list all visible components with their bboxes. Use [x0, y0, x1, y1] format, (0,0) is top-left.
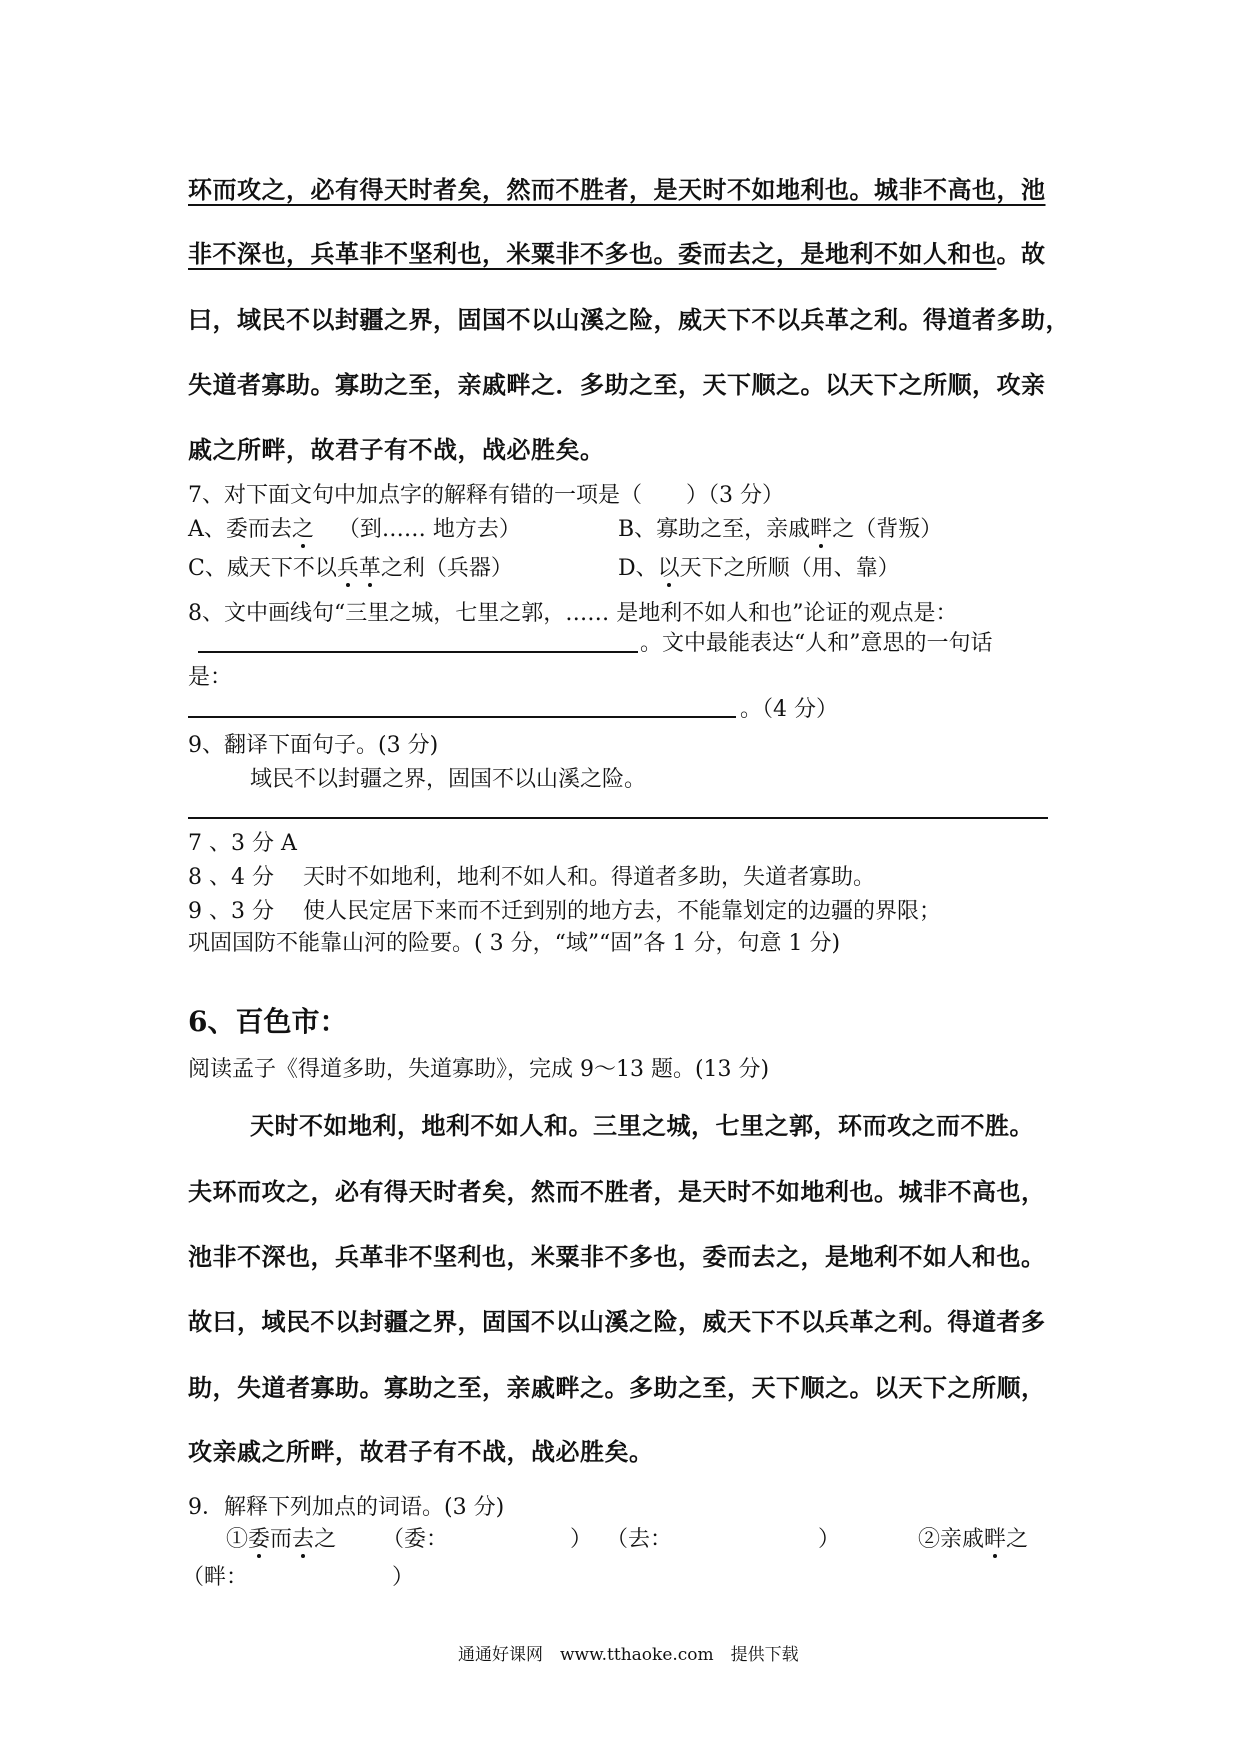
section-6-passage-line6: 攻亲戚之所畔，故君子有不战，战必胜矣。: [188, 1438, 654, 1466]
q7-a-text: A、委而去: [188, 517, 292, 542]
q9b-dotted-wei: 委: [248, 1527, 271, 1552]
section-6-passage-line5: 助，失道者寡助。寡助之至，亲戚畔之。多助之至，天下顺之。以天下之所顺，: [188, 1374, 1046, 1402]
q7-d-suffix: 天下之所顺（用、靠）: [679, 556, 900, 581]
q7-b-suffix: 之（背叛）: [832, 517, 943, 542]
q9b-char-er: 而: [270, 1527, 293, 1552]
q9b-dotted-qu: 去: [292, 1527, 315, 1552]
q7-c-suffix: 之利（兵器）: [380, 556, 513, 581]
q9b-gloss-pan: （畔：: [182, 1565, 249, 1590]
section-6-passage-line1: 天时不如地利，地利不如人和。三里之城，七里之郭，环而攻之而不胜。: [250, 1112, 1034, 1140]
q9b-dotted-pan: 畔: [984, 1527, 1007, 1552]
q9b-char-zhi: 之: [314, 1527, 337, 1552]
page-footer: 通通好课网 www.tthaoke.com 提供下载: [458, 1645, 799, 1665]
q7-c-text: C、威天下不以: [188, 556, 337, 581]
section-6-intro: 阅读孟子《得道多助，失道寡助》，完成 9～13 题。(13 分): [188, 1057, 770, 1082]
passage1-line2-underlined: 非不深也，兵革非不坚利也，米粟非不多也。委而去之，是地利不如人和也: [188, 240, 997, 268]
q9-stem: 9、翻译下面句子。(3 分): [188, 733, 439, 758]
q8-points: 。（4 分）: [740, 697, 838, 722]
q7-a-dotted-char: 之: [291, 517, 314, 542]
q9b-item1: [226, 1522, 336, 1553]
q9b-item2-end: 之: [1006, 1527, 1029, 1552]
q8-answer-blank-2[interactable]: [188, 716, 736, 718]
q9b-stem: 9．解释下列加点的词语。(3 分): [188, 1495, 505, 1520]
section-6-passage-line2: 夫环而攻之，必有得天时者矣，然而不胜者，是天时不如地利也。城非不高也，: [188, 1178, 1046, 1206]
q7-option-a: [188, 512, 521, 543]
q8-answer-blank-1[interactable]: [198, 651, 638, 653]
q7-c-dotted-char-2: 革: [358, 556, 381, 581]
q9b-gloss-wei-close: ）: [570, 1527, 593, 1552]
q7-stem: 7、对下面文句中加点字的解释有错的一项是（ ）（3 分）: [188, 483, 784, 508]
q7-a-gloss: （到…… 地方去）: [337, 517, 521, 542]
passage1-line2: [188, 234, 1046, 269]
answer-9-line1: 9 、3 分 使人民定居下来而不迁到别的地方去，不能靠划定的边疆的界限；: [188, 899, 941, 924]
q7-c-dotted-char-1: 兵: [336, 556, 359, 581]
passage1-line4: 失道者寡助。寡助之至，亲戚畔之．多助之至，天下顺之。以天下之所顺，攻亲: [188, 371, 1046, 399]
q9b-item2: [918, 1522, 1028, 1553]
q7-b-text: B、寡助之至，亲戚: [618, 517, 811, 542]
answer-7: 7 、3 分 A: [188, 831, 297, 856]
passage1-line1: 环而攻之，必有得天时者矣，然而不胜者，是天时不如地利也。城非不高也，池: [188, 176, 1046, 204]
q9b-item1-number: ①: [226, 1527, 249, 1552]
answer-8: 8 、4 分 天时不如地利，地利不如人和。得道者多助，失道者寡助。: [188, 865, 875, 890]
section-6-passage-line3: 池非不深也，兵革非不坚利也，米粟非不多也，委而去之，是地利不如人和也。: [188, 1243, 1046, 1271]
passage1-line3: 曰，域民不以封疆之界，固国不以山溪之险，威天下不以兵革之利。得道者多助，: [188, 306, 1070, 334]
section-6-heading: 6、百色市：: [188, 1005, 348, 1038]
passage1-line5: 戚之所畔，故君子有不战，战必胜矣。: [188, 436, 605, 464]
q7-b-dotted-char: 畔: [810, 517, 833, 542]
q7-option-d: [618, 551, 900, 582]
q7-option-b: [618, 512, 942, 543]
q7-option-c: [188, 551, 513, 582]
passage1-line2-tail: 。故: [996, 240, 1046, 268]
q9b-gloss-qu-close: ）: [818, 1527, 841, 1552]
q8-mid: 。文中最能表达“人和”意思的一句话: [640, 631, 993, 656]
q7-d-text: D、: [618, 556, 658, 581]
section-6-passage-line4: 故曰，域民不以封疆之界，固国不以山溪之险，威天下不以兵革之利。得道者多: [188, 1308, 1046, 1336]
q9b-gloss-wei: （委：: [382, 1527, 449, 1552]
q8-is-label: 是：: [188, 665, 233, 690]
q9b-item2-text: ②亲戚: [918, 1527, 985, 1552]
q8-stem: 8、文中画线句“三里之城，七里之郭，…… 是地利不如人和也”论证的观点是：: [188, 601, 958, 626]
q9-answer-blank[interactable]: [188, 817, 1048, 819]
q7-d-dotted-char: 以: [657, 556, 680, 581]
q9-sentence: 域民不以封疆之界，固国不以山溪之险。: [250, 767, 647, 792]
q9b-gloss-pan-close: ）: [392, 1565, 415, 1590]
answer-9-line2: 巩固国防不能靠山河的险要。( 3 分，“域”“固”各 1 分，句意 1 分): [188, 931, 841, 956]
q9b-gloss-qu: （去：: [606, 1527, 673, 1552]
